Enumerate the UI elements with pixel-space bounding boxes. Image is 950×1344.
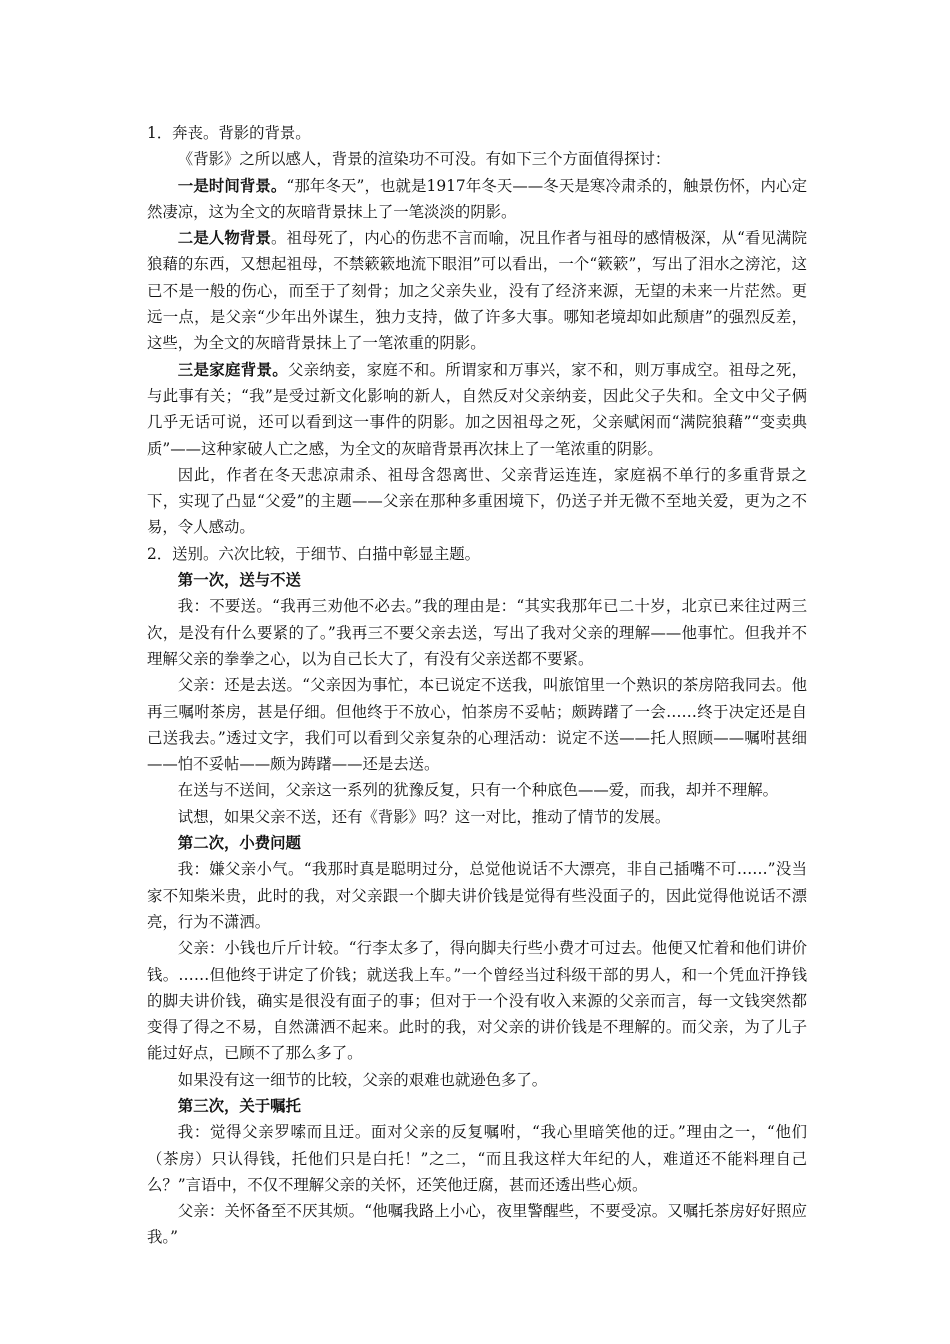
comparison-paragraph: 我：觉得父亲罗嗦而且迂。面对父亲的反复嘱咐，“我心里暗笑他的迂。”理由之一，“他们（茶房）只认得钱，托他们只是白托！”之二，“而且我这样大年纪的人，难道还不能料理自己么？”言语中，不仅不理解父亲的关怀，还笑他迂腐，甚而还透出些心烦。 [147, 1123, 807, 1194]
comparison-paragraph: 试想，如果父亲不送，还有《背影》吗？这一对比，推动了情节的发展。 [177, 807, 671, 826]
comparison-paragraph: 在送与不送间，父亲这一系列的犹豫反复，只有一个种底色——爱，而我，却并不理解。 [177, 781, 779, 800]
paragraph-lead: 三是家庭背景。 [177, 360, 288, 379]
comparison-paragraph: 父亲：还是去送。“父亲因为事忙，本已说定不送我，叫旅馆里一个熟识的茶房陪我同去。他再三嘱咐茶房，甚是仔细。但他终于不放心，怕茶房不妥帖；颇踌躇了一会……终于决定还是自己送我去。”透过文字，我们可以看到父亲复杂的心理活动：说定不送——托人照顾——嘱咐甚细——怕不妥帖——颇为踌躇——还是去送。 [147, 676, 807, 774]
comparison-paragraph: 我：嫌父亲小气。“我那时真是聪明过分，总觉他说话不大漂亮，非自己插嘴不可……”没当家不知柴米贵，此时的我，对父亲跟一个脚夫讲价钱是觉得有些没面子的，因此觉得他说话不漂亮，行为不潇洒。 [147, 860, 807, 931]
document-body [147, 120, 807, 1251]
comparison-title-2: 第二次，小费问题 [177, 834, 301, 853]
comparison-paragraph: 父亲：关怀备至不厌其烦。“他嘱我路上小心，夜里警醒些，不要受凉。又嘱托茶房好好照应我。” [147, 1202, 807, 1247]
comparison-paragraph: 我：不要送。“我再三劝他不必去。”我的理由是：“其实我那年已二十岁，北京已来往过两三次，是没有什么要紧的了。”我再三不要父亲去送，写出了我对父亲的理解——他事忙。但我并不理解父亲的拳拳之心，以为自己长大了，有没有父亲送都不要紧。 [147, 597, 807, 668]
comparison-title-1: 第一次，送与不送 [177, 571, 301, 590]
time-background-paragraph [147, 173, 807, 226]
paragraph-lead: 一是时间背景。 [177, 176, 287, 195]
family-background-paragraph [147, 357, 807, 462]
paragraph-text: 父亲纳妾，家庭不和。所谓家和万事兴，家不和，则万事成空。祖母之死，与此事有关；“我”是受过新文化影响的新人，自然反对父亲纳妾，因此父子失和。全文中父子俩几乎无话可说，还可以看到这一事件的阴影。加之因祖母之死，父亲赋闲而“满院狼藉”“变卖典质”——这种家破人亡之感，为全文的灰暗背景再次抹上了一笔浓重的阴影。 [147, 360, 807, 458]
comparison-title-3: 第三次，关于嘱托 [177, 1096, 301, 1115]
paragraph-text: “那年冬天”，也就是1917年冬天——冬天是寒冷肃杀的，触景伤怀，内心定然凄凉，这为全文的灰暗背景抹上了一笔淡淡的阴影。 [147, 176, 807, 221]
paragraph-lead: 二是人物背景 [177, 229, 271, 248]
character-background-paragraph [147, 225, 807, 356]
section-heading-1: 1．奔丧。背影的背景。 [147, 124, 311, 142]
paragraph-text: 因此，作者在冬天悲凉肃杀、祖母含怨离世、父亲背运连连，家庭祸不单行的多重背景之下，实现了凸显“父爱”的主题——父亲在那种多重困境下，仍送子并无微不至地关爱，更为之不易，令人感动。 [147, 465, 807, 537]
intro-paragraph [147, 146, 807, 172]
conclusion-paragraph [147, 462, 807, 541]
paragraph-text: 《背影》之所以感人，背景的渲染功不可没。有如下三个方面值得探讨： [177, 150, 671, 169]
paragraph-text: 。祖母死了，内心的伤悲不言而喻，况且作者与祖母的感情极深，从“看见满院狼藉的东西，又想起祖母，不禁簌簌地流下眼泪”可以看出，一个“簌簌”，写出了泪水之滂沱，这已不是一般的伤心，而至于了刻骨；加之父亲失业，没有了经济来源，无望的未来一片茫然。更远一点，是父亲“少年出外谋生，独力支持，做了许多大事。哪知老境却如此颓唐”的强烈反差，这些，为全文的灰暗背景抹上了一笔浓重的阴影。 [147, 229, 807, 353]
comparison-paragraph: 父亲：小钱也斤斤计较。“行李太多了，得向脚夫行些小费才可过去。他便又忙着和他们讲价钱。……但他终于讲定了价钱；就送我上车。”一个曾经当过科级干部的男人，和一个凭血汗挣钱的脚夫讲价钱，确实是很没有面子的事；但对于一个没有收入来源的父亲而言，每一文钱突然都变得了得之不易，自然潇洒不起来。此时的我，对父亲的讲价钱是不理解的。而父亲，为了儿子能过好点，已顾不了那么多了。 [147, 939, 807, 1063]
section-heading-2: 2．送别。六次比较，于细节、白描中彰显主题。 [147, 544, 480, 563]
comparison-paragraph: 如果没有这一细节的比较，父亲的艰难也就逊色多了。 [177, 1070, 548, 1089]
